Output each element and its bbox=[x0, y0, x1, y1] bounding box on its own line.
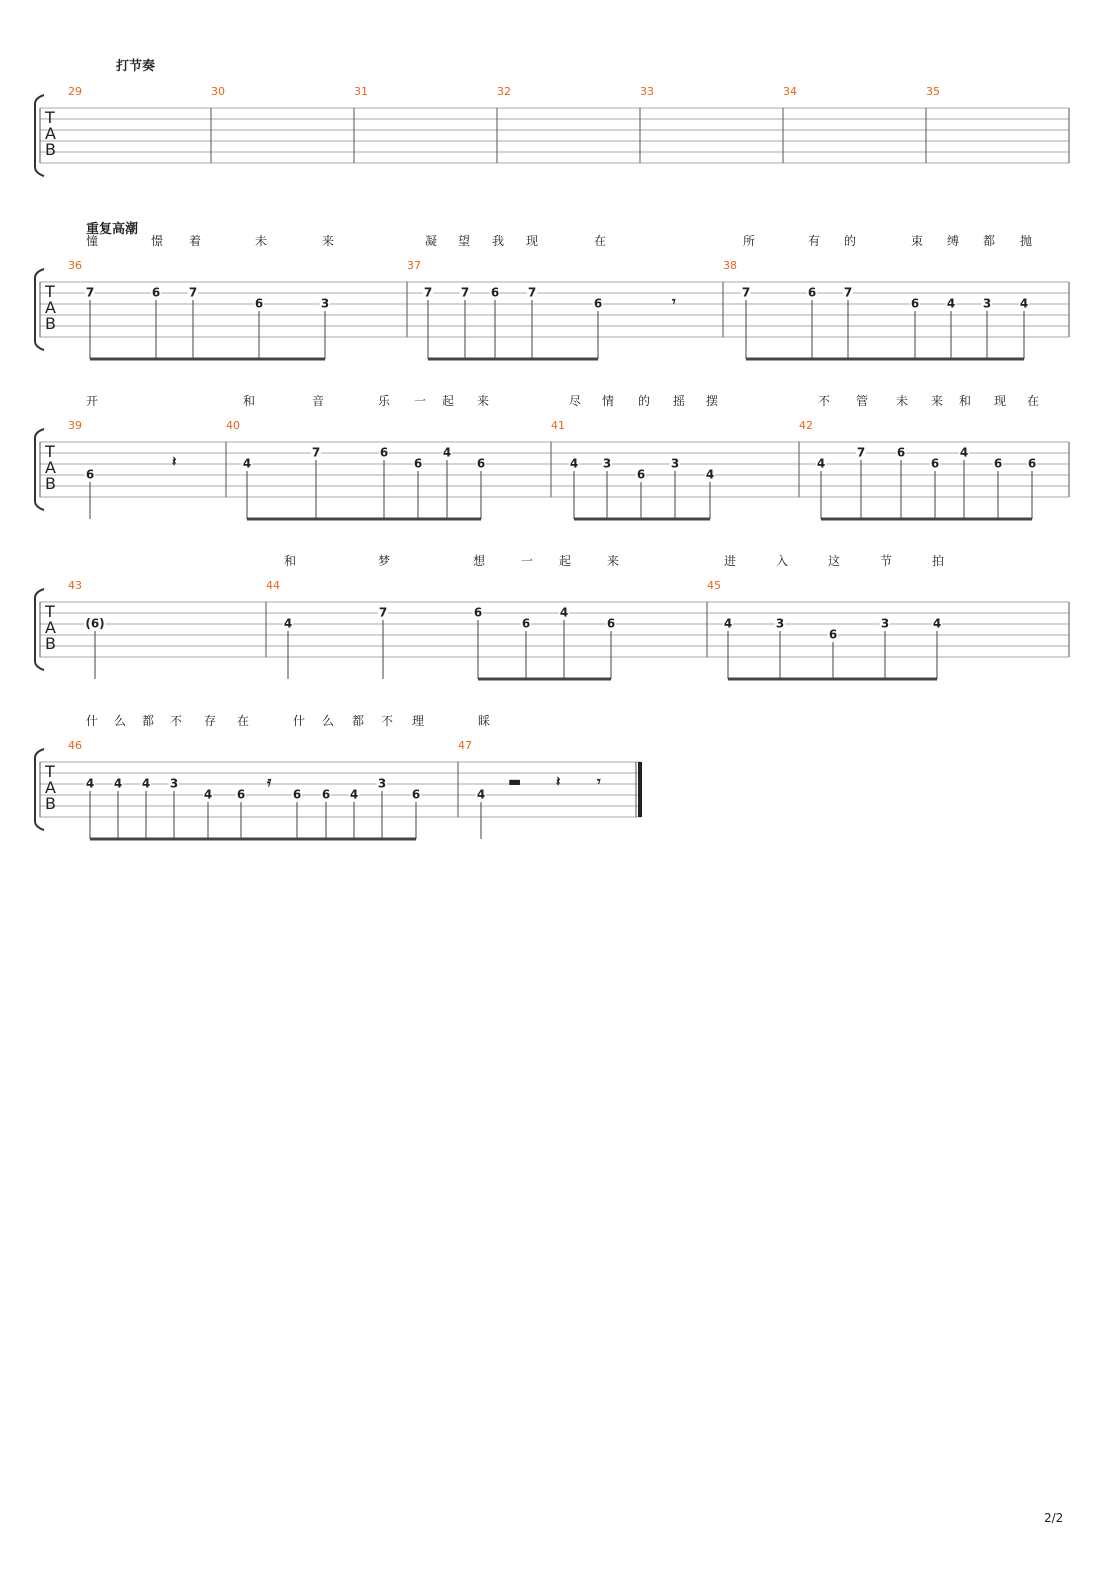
page-number: 2/2 bbox=[1044, 1511, 1064, 1525]
fret-number: 4 bbox=[476, 787, 486, 802]
fret-number: 6 bbox=[254, 296, 264, 311]
fret-number: 3 bbox=[320, 296, 330, 311]
tab-clef-letter: A bbox=[45, 124, 56, 143]
measure-number: 40 bbox=[226, 419, 240, 432]
lyric-syllable: 节 bbox=[879, 554, 893, 568]
lyric-syllable: 尽 bbox=[568, 394, 582, 408]
lyric-syllable: 憧 bbox=[85, 234, 99, 248]
measure-number: 43 bbox=[68, 579, 82, 592]
measure-number: 39 bbox=[68, 419, 82, 432]
fret-number: 6 bbox=[476, 456, 486, 471]
fret-number: 4 bbox=[85, 776, 95, 791]
lyric-syllable: 开 bbox=[85, 394, 99, 408]
fret-number: 7 bbox=[423, 285, 433, 300]
measure-number: 46 bbox=[68, 739, 82, 752]
fret-number: 4 bbox=[141, 776, 151, 791]
fret-number: 6 bbox=[1027, 456, 1037, 471]
lyric-syllable: 不 bbox=[380, 714, 394, 728]
lyric-syllable: 想 bbox=[472, 554, 486, 568]
lyric-syllable: 音 bbox=[311, 394, 325, 408]
fret-number: 7 bbox=[378, 605, 388, 620]
tab-clef-letter: T bbox=[45, 282, 55, 301]
fret-number: 3 bbox=[602, 456, 612, 471]
rest-symbol: 𝄾 bbox=[597, 774, 601, 790]
tab-clef-letter: T bbox=[45, 108, 55, 127]
lyric-syllable: 睬 bbox=[477, 714, 491, 728]
lyric-syllable: 起 bbox=[558, 554, 572, 568]
fret-number: 7 bbox=[188, 285, 198, 300]
lyric-syllable: 么 bbox=[113, 714, 127, 728]
lyric-syllable: 所 bbox=[742, 234, 756, 248]
fret-number: 7 bbox=[741, 285, 751, 300]
measure-number: 42 bbox=[799, 419, 813, 432]
lyric-syllable: 都 bbox=[351, 714, 365, 728]
fret-number: (6) bbox=[85, 616, 105, 631]
lyric-syllable: 来 bbox=[606, 554, 620, 568]
lyric-syllable: 来 bbox=[930, 394, 944, 408]
lyric-syllable: 凝 bbox=[424, 234, 438, 248]
tab-clef-letter: B bbox=[45, 634, 56, 653]
lyric-syllable: 和 bbox=[283, 554, 297, 568]
measure-number: 36 bbox=[68, 259, 82, 272]
fret-number: 4 bbox=[349, 787, 359, 802]
lyric-syllable: 入 bbox=[775, 554, 789, 568]
lyric-syllable: 进 bbox=[723, 554, 737, 568]
fret-number: 4 bbox=[559, 605, 569, 620]
section-label: 重复高潮 bbox=[86, 222, 139, 237]
lyric-syllable: 拍 bbox=[931, 554, 945, 568]
section-label: 打节奏 bbox=[116, 59, 156, 74]
lyric-syllable: 来 bbox=[321, 234, 335, 248]
tab-clef-letter: T bbox=[45, 602, 55, 621]
lyric-syllable: 在 bbox=[593, 234, 607, 248]
fret-number: 4 bbox=[283, 616, 293, 631]
lyric-syllable: 憬 bbox=[150, 234, 164, 248]
lyric-syllable: 望 bbox=[457, 234, 471, 248]
lyric-syllable: 来 bbox=[476, 394, 490, 408]
lyric-syllable: 什 bbox=[292, 714, 306, 728]
fret-number: 6 bbox=[413, 456, 423, 471]
rest-symbol: 𝄾 bbox=[672, 294, 676, 310]
fret-number: 6 bbox=[993, 456, 1003, 471]
fret-number: 4 bbox=[946, 296, 956, 311]
tab-clef-letter: A bbox=[45, 458, 56, 477]
fret-number: 3 bbox=[377, 776, 387, 791]
measure-number: 30 bbox=[211, 85, 225, 98]
lyric-syllable: 理 bbox=[411, 714, 425, 728]
measure-number: 33 bbox=[640, 85, 654, 98]
lyric-syllable: 情 bbox=[601, 394, 615, 408]
fret-number: 6 bbox=[490, 285, 500, 300]
lyric-syllable: 摇 bbox=[672, 394, 686, 408]
measure-number: 29 bbox=[68, 85, 82, 98]
fret-number: 4 bbox=[569, 456, 579, 471]
fret-number: 4 bbox=[242, 456, 252, 471]
fret-number: 4 bbox=[113, 776, 123, 791]
fret-number: 7 bbox=[311, 445, 321, 460]
rest-symbol: 𝄿 bbox=[267, 774, 272, 790]
fret-number: 3 bbox=[670, 456, 680, 471]
tab-clef-letter: A bbox=[45, 298, 56, 317]
lyric-syllable: 的 bbox=[637, 394, 651, 408]
tab-clef-letter: B bbox=[45, 474, 56, 493]
fret-number: 6 bbox=[930, 456, 940, 471]
fret-number: 6 bbox=[807, 285, 817, 300]
fret-number: 3 bbox=[982, 296, 992, 311]
tab-clef-letter: A bbox=[45, 618, 56, 637]
fret-number: 4 bbox=[816, 456, 826, 471]
measure-number: 37 bbox=[407, 259, 421, 272]
lyric-syllable: 一 bbox=[413, 394, 427, 408]
fret-number: 4 bbox=[705, 467, 715, 482]
lyric-syllable: 么 bbox=[321, 714, 335, 728]
lyric-syllable: 缚 bbox=[946, 234, 960, 248]
fret-number: 4 bbox=[723, 616, 733, 631]
lyric-syllable: 摆 bbox=[705, 394, 719, 408]
lyric-syllable: 这 bbox=[827, 554, 841, 568]
rest-symbol: 𝄽 bbox=[172, 454, 177, 470]
measure-number: 35 bbox=[926, 85, 940, 98]
lyric-syllable: 的 bbox=[843, 234, 857, 248]
fret-number: 6 bbox=[521, 616, 531, 631]
fret-number: 7 bbox=[85, 285, 95, 300]
lyric-syllable: 一 bbox=[520, 554, 534, 568]
lyric-syllable: 在 bbox=[236, 714, 250, 728]
measure-number: 44 bbox=[266, 579, 280, 592]
lyric-syllable: 现 bbox=[993, 394, 1007, 408]
measure-number: 41 bbox=[551, 419, 565, 432]
fret-number: 6 bbox=[593, 296, 603, 311]
lyric-syllable: 梦 bbox=[377, 554, 391, 568]
rest-symbol: 𝄽 bbox=[556, 774, 561, 790]
measure-number: 34 bbox=[783, 85, 797, 98]
tab-clef-letter: T bbox=[45, 442, 55, 461]
fret-number: 3 bbox=[880, 616, 890, 631]
lyric-syllable: 什 bbox=[85, 714, 99, 728]
fret-number: 4 bbox=[203, 787, 213, 802]
measure-number: 38 bbox=[723, 259, 737, 272]
fret-number: 6 bbox=[828, 627, 838, 642]
rest-symbol: ▬ bbox=[508, 774, 522, 790]
fret-number: 6 bbox=[473, 605, 483, 620]
measure-number: 31 bbox=[354, 85, 368, 98]
lyric-syllable: 和 bbox=[242, 394, 256, 408]
fret-number: 6 bbox=[379, 445, 389, 460]
fret-number: 6 bbox=[896, 445, 906, 460]
fret-number: 6 bbox=[85, 467, 95, 482]
lyric-syllable: 不 bbox=[169, 714, 183, 728]
measure-number: 32 bbox=[497, 85, 511, 98]
measure-number: 47 bbox=[458, 739, 472, 752]
fret-number: 7 bbox=[527, 285, 537, 300]
fret-number: 6 bbox=[606, 616, 616, 631]
lyric-syllable: 我 bbox=[491, 234, 505, 248]
fret-number: 7 bbox=[460, 285, 470, 300]
lyric-syllable: 有 bbox=[807, 234, 821, 248]
tab-clef-letter: B bbox=[45, 140, 56, 159]
fret-number: 7 bbox=[843, 285, 853, 300]
fret-number: 3 bbox=[169, 776, 179, 791]
lyric-syllable: 未 bbox=[895, 394, 909, 408]
tab-clef-letter: B bbox=[45, 314, 56, 333]
lyric-syllable: 管 bbox=[855, 394, 869, 408]
lyric-syllable: 都 bbox=[141, 714, 155, 728]
lyric-syllable: 未 bbox=[254, 234, 268, 248]
lyric-syllable: 起 bbox=[441, 394, 455, 408]
measure-number: 45 bbox=[707, 579, 721, 592]
lyric-syllable: 着 bbox=[188, 234, 202, 248]
fret-number: 6 bbox=[151, 285, 161, 300]
fret-number: 4 bbox=[1019, 296, 1029, 311]
lyric-syllable: 抛 bbox=[1019, 234, 1033, 248]
fret-number: 6 bbox=[636, 467, 646, 482]
lyric-syllable: 和 bbox=[958, 394, 972, 408]
fret-number: 6 bbox=[321, 787, 331, 802]
fret-number: 6 bbox=[292, 787, 302, 802]
lyric-syllable: 束 bbox=[910, 234, 924, 248]
fret-number: 6 bbox=[411, 787, 421, 802]
lyric-syllable: 乐 bbox=[377, 394, 391, 408]
lyric-syllable: 都 bbox=[982, 234, 996, 248]
tab-clef-letter: B bbox=[45, 794, 56, 813]
fret-number: 4 bbox=[932, 616, 942, 631]
fret-number: 6 bbox=[236, 787, 246, 802]
fret-number: 7 bbox=[856, 445, 866, 460]
fret-number: 4 bbox=[959, 445, 969, 460]
tab-clef-letter: T bbox=[45, 762, 55, 781]
fret-number: 4 bbox=[442, 445, 452, 460]
lyric-syllable: 现 bbox=[525, 234, 539, 248]
tab-clef-letter: A bbox=[45, 778, 56, 797]
lyric-syllable: 存 bbox=[203, 714, 217, 728]
fret-number: 3 bbox=[775, 616, 785, 631]
fret-number: 6 bbox=[910, 296, 920, 311]
lyric-syllable: 不 bbox=[817, 394, 831, 408]
lyric-syllable: 在 bbox=[1026, 394, 1040, 408]
